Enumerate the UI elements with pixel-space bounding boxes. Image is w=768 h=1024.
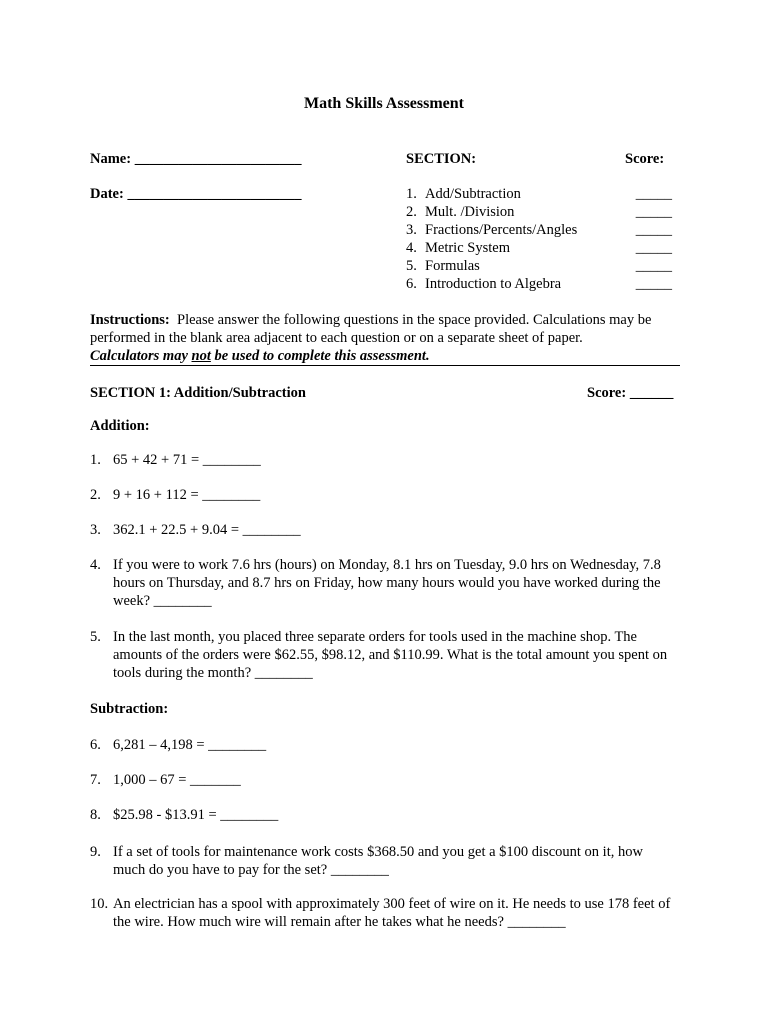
instructions-label: Instructions: — [90, 312, 170, 328]
warning-text-start: Calculators may — [90, 348, 192, 364]
question-number: 6. — [90, 737, 101, 753]
section-item — [406, 203, 672, 221]
question-text: 65 + 42 + 71 = ________ — [113, 452, 261, 468]
section-score-blank: _____ — [635, 276, 672, 292]
calculator-warning — [90, 348, 430, 364]
question-text: 6,281 – 4,198 = ________ — [113, 737, 267, 753]
section-score-blank: _____ — [635, 186, 672, 202]
section-score-blank: _____ — [635, 240, 672, 256]
section-item — [406, 185, 672, 203]
score-header: Score: — [625, 151, 665, 167]
section-label: Add/Subtraction — [425, 186, 521, 202]
page-title: Math Skills Assessment — [303, 95, 465, 112]
section1-title: SECTION 1: Addition/Subtraction — [90, 385, 306, 401]
section-score-blank: _____ — [635, 204, 672, 220]
question-text: 9 + 16 + 112 = ________ — [113, 487, 261, 503]
question-text: $25.98 - $13.91 = ________ — [113, 807, 279, 823]
section-number: 1. — [406, 186, 417, 202]
section-label: Mult. /Division — [425, 204, 515, 220]
section-number: 6. — [406, 276, 417, 292]
question-number: 4. — [90, 557, 101, 573]
question-number: 7. — [90, 772, 101, 788]
question-number: 5. — [90, 629, 101, 645]
warning-text-end: be used to complete this assessment. — [210, 348, 430, 364]
section-score-blank: _____ — [635, 222, 672, 238]
section-item — [406, 239, 672, 257]
addition-heading: Addition: — [90, 418, 150, 434]
section-item — [406, 257, 672, 275]
question-text: 1,000 – 67 = _______ — [113, 772, 241, 788]
section-number: 5. — [406, 258, 417, 274]
section-label: Fractions/Percents/Angles — [425, 222, 578, 238]
question-text: 362.1 + 22.5 + 9.04 = ________ — [113, 522, 301, 538]
date-field-label: Date: ________________________ — [90, 186, 302, 202]
instructions-paragraph — [90, 311, 690, 365]
question-number: 8. — [90, 807, 101, 823]
question-text: If you were to work 7.6 hrs (hours) on Monday, 8.1 hrs on Tuesday, 9.0 hrs on Wednesday, 7.8 hours on Thursday, and 8.7 hrs on Friday, how many hours would you have worked during the week? ________ — [113, 557, 661, 609]
subtraction-heading: Subtraction: — [90, 701, 169, 717]
divider — [90, 365, 680, 366]
section-list — [406, 185, 672, 293]
section-number: 3. — [406, 222, 417, 238]
warning-not: not — [191, 348, 211, 364]
name-field-label: Name: _______________________ — [90, 151, 302, 167]
question-number: 10. — [90, 896, 109, 912]
section-number: 2. — [406, 204, 417, 220]
section-header: SECTION: — [406, 151, 477, 167]
instructions-text: Please answer the following questions in the space provided. Calculations may be performed in the blank area adjacent to each question or on a separate sheet of paper. — [90, 312, 652, 346]
question-text: An electrician has a spool with approximately 300 feet of wire on it. He needs to use 178 feet of the wire. How much wire will remain after he takes what he needs? ________ — [113, 896, 671, 930]
section-label: Metric System — [425, 240, 510, 256]
section-label: Introduction to Algebra — [425, 276, 562, 292]
question-text: If a set of tools for maintenance work costs $368.50 and you get a $100 discount on it, how much do you have to pay for the set? ________ — [113, 844, 643, 878]
question-number: 3. — [90, 522, 101, 538]
question-number: 9. — [90, 844, 101, 860]
question-number: 1. — [90, 452, 101, 468]
section-label: Formulas — [425, 258, 480, 274]
section-number: 4. — [406, 240, 417, 256]
section-item — [406, 221, 672, 239]
section-item — [406, 275, 672, 293]
section-score-blank: _____ — [635, 258, 672, 274]
question-text: In the last month, you placed three separate orders for tools used in the machine shop. The amounts of the orders were $62.55, $98.12, and $110.99. What is the total amount you spent on tools during the month? ________ — [113, 629, 668, 681]
section1-score: Score: ______ — [587, 385, 674, 401]
question-number: 2. — [90, 487, 101, 503]
